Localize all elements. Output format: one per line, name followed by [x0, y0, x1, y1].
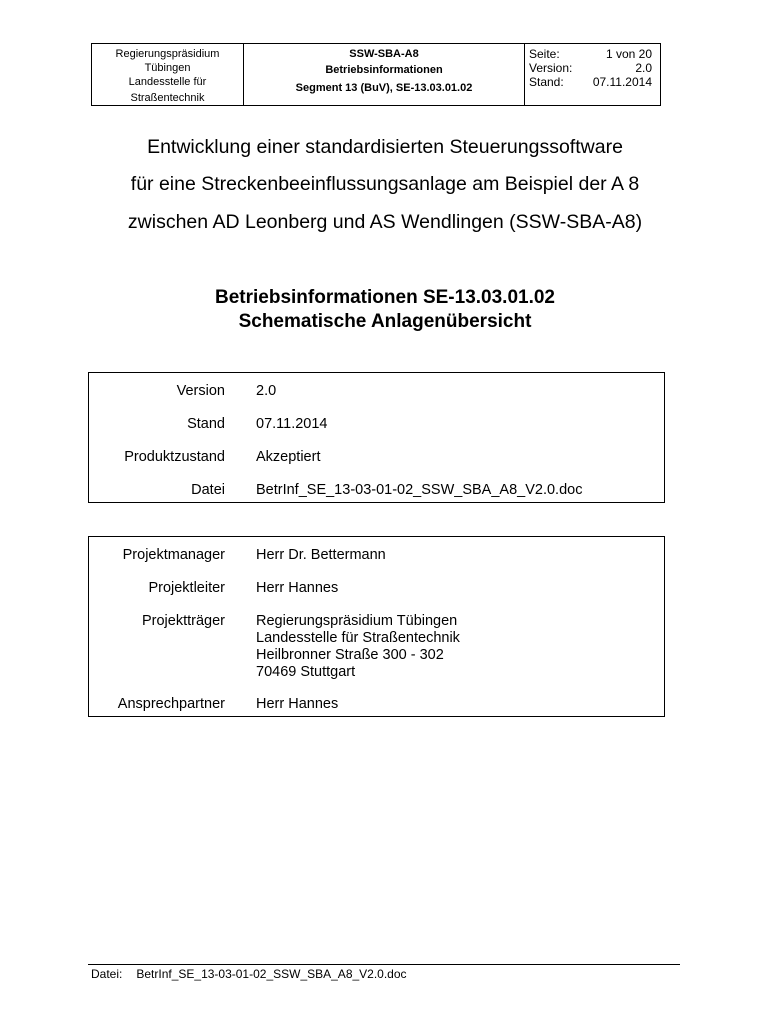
subtitle-line-2: Schematische Anlagenübersicht [238, 311, 532, 332]
project-value: Herr Hannes [256, 696, 339, 712]
info-value: 2.0 [256, 383, 277, 399]
project-label: Ansprechpartner [117, 696, 225, 712]
project-traeger-address [256, 613, 460, 681]
page-footer [91, 967, 407, 981]
address-line: 70469 Stuttgart [256, 664, 356, 680]
project-info-box [88, 536, 665, 717]
header-doc-type: Betriebsinformationen [325, 64, 443, 76]
header-document-title [244, 44, 525, 105]
document-header [91, 43, 661, 106]
version-value: 2.0 [635, 61, 652, 75]
header-organization [92, 44, 244, 105]
project-label: Projektmanager [122, 547, 225, 563]
header-version-row [529, 61, 652, 75]
stand-label: Stand: [529, 75, 564, 89]
version-label: Version: [529, 61, 573, 75]
document-info-box [88, 372, 665, 503]
title-line-1: Entwicklung einer standardisierten Steuerungssoftware [147, 136, 623, 158]
project-label: Projektleiter [148, 580, 225, 596]
project-label: Projektträger [141, 613, 225, 629]
footer-label: Datei: [91, 967, 123, 981]
address-line: Regierungspräsidium Tübingen [256, 613, 458, 629]
page-value: 1 von 20 [605, 47, 652, 61]
page-label: Seite: [529, 47, 560, 61]
project-value: Herr Hannes [256, 580, 339, 596]
address-line: Heilbronner Straße 300 - 302 [256, 647, 444, 663]
title-line-2: für eine Streckenbeeinflussungsanlage am Beispiel der A 8 [130, 173, 640, 195]
footer-divider [88, 964, 680, 965]
org-line: Tübingen [144, 62, 191, 74]
org-line: Straßentechnik [130, 92, 205, 104]
info-value: Akzeptiert [256, 449, 321, 465]
info-label: Stand [187, 416, 225, 432]
info-value: BetrInf_SE_13-03-01-02_SSW_SBA_A8_V2.0.doc [256, 482, 583, 498]
title-line-3: zwischen AD Leonberg und AS Wendlingen (SSW-SBA-A8) [127, 211, 643, 233]
subtitle-line-1: Betriebsinformationen SE-13.03.01.02 [214, 287, 555, 308]
header-stand-row [529, 75, 652, 89]
header-doc-id: SSW-SBA-A8 [349, 48, 419, 60]
org-line: Regierungspräsidium [115, 48, 220, 60]
org-line: Landesstelle für [128, 76, 207, 88]
info-label: Datei [191, 482, 225, 498]
stand-value: 07.11.2014 [592, 75, 652, 89]
info-value: 07.11.2014 [256, 416, 328, 432]
header-segment: Segment 13 (BuV), SE-13.03.01.02 [295, 82, 473, 94]
document-subtitle [0, 286, 770, 334]
info-label: Produktzustand [124, 449, 225, 465]
project-value: Herr Dr. Bettermann [256, 547, 386, 563]
address-line: Landesstelle für Straßentechnik [256, 630, 460, 646]
info-label: Version [176, 383, 225, 399]
header-meta [525, 44, 660, 105]
footer-filename: BetrInf_SE_13-03-01-02_SSW_SBA_A8_V2.0.doc [136, 967, 407, 981]
header-page-row [529, 47, 652, 61]
